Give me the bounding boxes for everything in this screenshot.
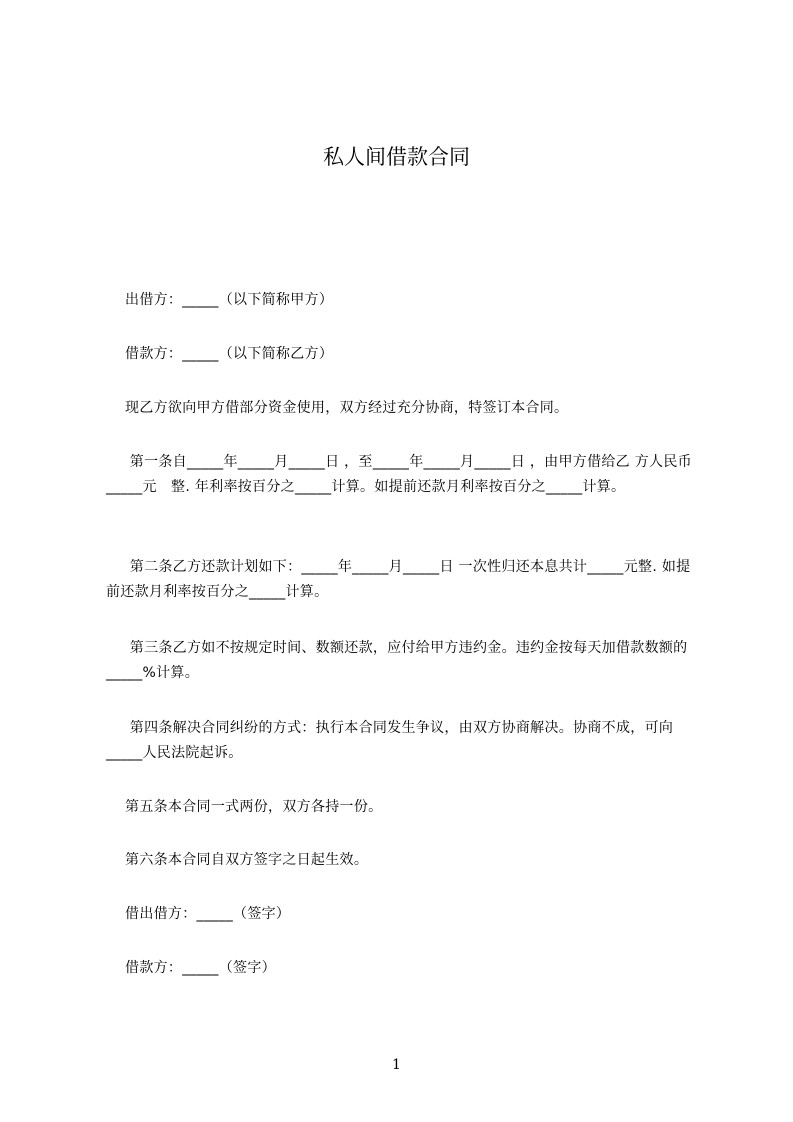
- article-4: 第四条解决合同纠纷的方式：执行本合同发生争议，由双方协商解决。协商不成，可向_____人民法院起诉。: [106, 720, 674, 761]
- borrower-line: 借款方：_____（以下简称乙方）: [106, 346, 334, 362]
- lender-signature-line: 借出借方：_____（签字）: [106, 906, 291, 922]
- contract-title: 私人间借款合同: [323, 145, 470, 169]
- lender-line: 出借方：_____（以下简称甲方）: [106, 292, 334, 308]
- page-number: 1: [392, 1057, 401, 1073]
- article-3: 第三条乙方如不按规定时间、数额还款，应付给甲方违约金。违约金按每天加借款数额的_____%计算。: [106, 640, 688, 681]
- borrower-signature-line: 借款方：_____（签字）: [106, 960, 276, 976]
- article-6: 第六条本合同自双方签字之日起生效。: [106, 852, 369, 868]
- article-1: 第一条自_____年_____月_____日 ，至_____年_____月_____日 ，由甲方借给乙 方人民币_____元 整. 年利率按百分之_____计算。如提前还款月利率按百分之_____计算。: [106, 454, 692, 495]
- intro-paragraph: 现乙方欲向甲方借部分资金使用，双方经过充分协商，特签订本合同。: [106, 400, 569, 416]
- article-2: 第二条乙方还款计划如下：_____年_____月_____日 一次性归还本息共计_____元整. 如提前还款月利率按百分之_____计算。: [106, 559, 691, 600]
- article-5: 第五条本合同一式两份，双方各持一份。: [106, 799, 383, 815]
